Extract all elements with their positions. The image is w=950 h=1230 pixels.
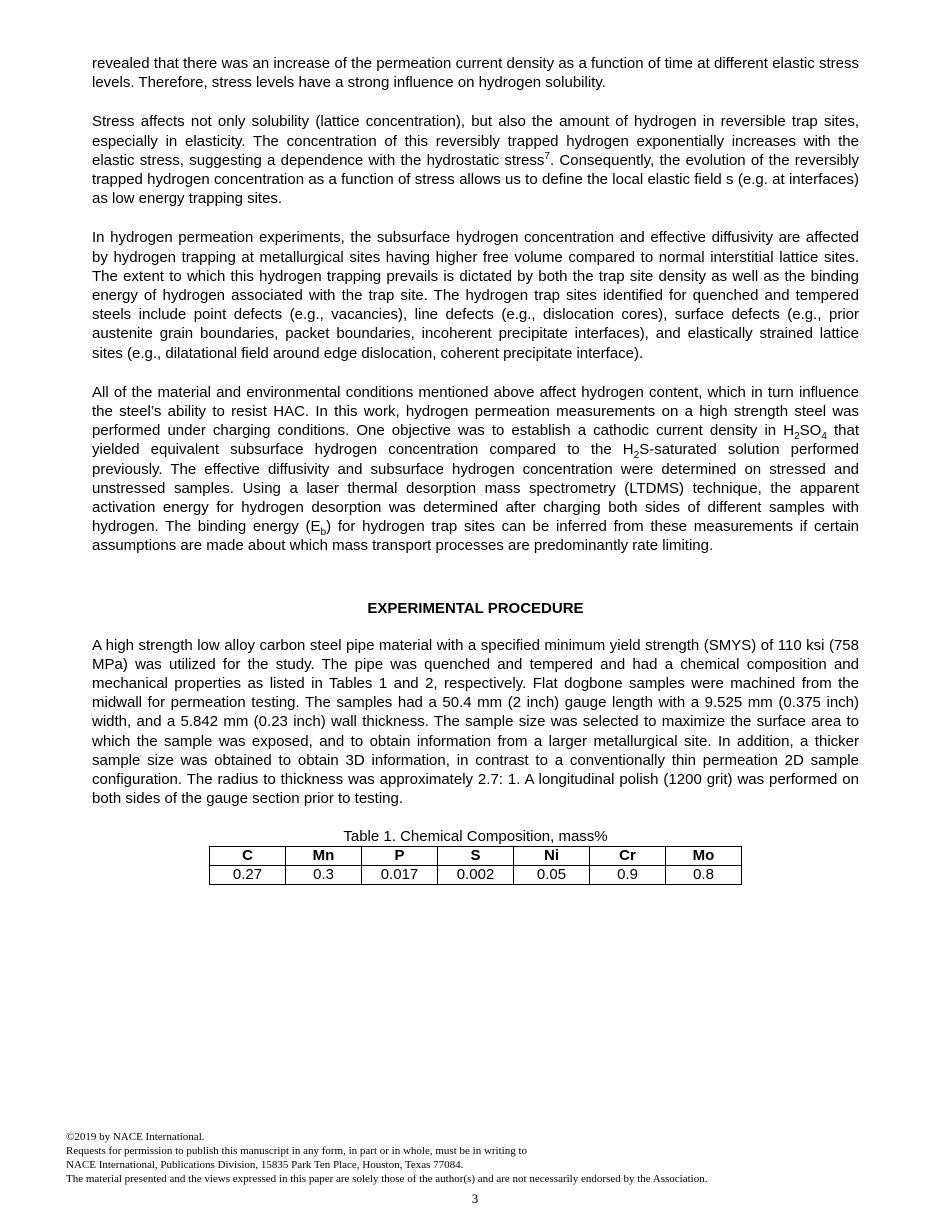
table-header-row (210, 846, 742, 865)
paragraph-reversible-traps (92, 112, 859, 208)
header-cell: S (438, 846, 514, 865)
header-cell: Ni (514, 846, 590, 865)
paragraph-stress-solubility (92, 54, 859, 92)
paragraph-text: All of the material and environmental conditions mentioned above affect hydrogen content, which in turn influence the steel’s ability to resist HAC. In this work, hydrogen permeation measurements on a high strength steel was performed under charging conditions. One objective was to establish a cathodic current density in H (92, 383, 859, 440)
value-cell: 0.3 (286, 865, 362, 884)
value-cell: 0.27 (210, 865, 286, 884)
subscript: 2 (633, 450, 640, 462)
value-cell: 0.8 (666, 865, 742, 884)
paragraph-text: revealed that there was an increase of the permeation current density as a function of time at different elastic stress levels. Therefore, stress levels have a strong influence on hydrogen solubility. (92, 55, 859, 92)
document-body (92, 54, 859, 885)
header-cell: C (210, 846, 286, 865)
paragraph-trap-sites (92, 228, 859, 362)
header-cell: Mo (666, 846, 742, 865)
subscript: 4 (821, 431, 827, 443)
paragraph-text: S-saturated solution performed previously. The effective diffusivity and subsurface hydrogen concentration were determined on stressed and unstressed samples. Using a laser thermal desorption mass spectrometry (LTDMS) technique, the apparent activation energy for hydrogen desorption was determined after charging both sides of different samples with hydrogen. The binding energy (E (92, 441, 859, 536)
paragraph-text: Stress affects not only solubility (lattice concentration), but also the amount of hydrogen in reversible trap sites, especially in elasticity. The concentration of this reversibly trapped hydrogen exponentially increases with the elastic stress, suggesting a dependence with the hydrostatic stress (92, 113, 859, 169)
paragraph-text: that yielded equivalent subsurface hydrogen concentration compared to the H (92, 422, 859, 459)
header-cell: Cr (590, 846, 666, 865)
paragraph-objectives (92, 383, 859, 556)
page-number: 3 (471, 1191, 479, 1206)
subscript: b (320, 527, 327, 539)
citation-superscript: 7 (544, 150, 550, 162)
paragraph-text: In hydrogen permeation experiments, the subsurface hydrogen concentration and effective diffusivity are affected by hydrogen trapping at metallurgical sites having higher free volume compared to normal interstitial lattice sites. The extent to which this hydrogen trapping prevails is dictated by both the trap site density as well as the binding energy of hydrogen associated with the trap site. The hydrogen trap sites identified for quenched and tempered steels include point defects (e.g., vacancies), line defects (e.g., dislocation cores), surface defects (e.g., prior austenite grain boundaries, packet boundaries, incoherent precipitate interfaces), and elastically strained lattice sites (e.g., dilatational field around edge dislocation, coherent precipitate interface). (92, 229, 859, 362)
value-cell: 0.017 (362, 865, 438, 884)
paragraph-text: ) for hydrogen trap sites can be inferred from these measurements if certain assumptions are made about which mass transport processes are predominantly rate limiting. (92, 518, 860, 555)
footer-line: Requests for permission to publish this manuscript in any form, in part or in whole, must be in writing to (66, 1145, 528, 1157)
paragraph-text: SO (799, 422, 822, 440)
value-cell: 0.002 (438, 865, 514, 884)
paragraph-text: A high strength low alloy carbon steel pipe material with a specified minimum yield strength (SMYS) of 110 ksi (758 MPa) was utilized for the study. The pipe was quenched and tempered and had a chemical composition and mechanical properties as listed in Tables 1 and 2, respectively. Flat dogbone samples were machined from the midwall for permeation testing. The samples had a 50.4 mm (2 inch) gauge length with a 9.525 mm (0.375 inch) width, and a 5.842 mm (0.23 inch) wall thickness. The sample size was selected to maximize the surface area to which the sample was exposed, and to obtain information from a larger metallurgical site. In addition, a thicker sample size was obtained to obtain 3D information, in contrast to a conventionally thin permeation 2D sample configuration. The radius to thickness was approximately 2.7: 1. A longitudinal polish (1200 grit) was performed on both sides of the gauge section prior to testing. (92, 636, 859, 808)
footer-line: The material presented and the views expressed in this paper are solely those of the author(s) and are not necessarily endorsed by the Association. (66, 1173, 708, 1185)
section-heading: EXPERIMENTAL PROCEDURE (367, 599, 584, 617)
value-cell: 0.05 (514, 865, 590, 884)
footer-line: NACE International, Publications Division, 15835 Park Ten Place, Houston, Texas 77084. (66, 1159, 464, 1171)
subscript: 2 (794, 431, 800, 443)
paragraph-text: . Consequently, the evolution of the reversibly trapped hydrogen concentration as a function of stress allows us to define the local elastic field s (e.g. at interfaces) as low energy trapping sites. (92, 151, 859, 208)
header-cell: P (362, 846, 438, 865)
chemical-composition-table (209, 846, 742, 885)
table-caption: Table 1. Chemical Composition, mass% (343, 827, 608, 845)
value-cell: 0.9 (590, 865, 666, 884)
table-row (210, 865, 742, 884)
table-1 (92, 827, 859, 885)
paragraph-material (92, 636, 859, 809)
header-cell: Mn (286, 846, 362, 865)
footer-line: ©2019 by NACE International. (66, 1131, 205, 1143)
copyright-footer (66, 1130, 886, 1186)
